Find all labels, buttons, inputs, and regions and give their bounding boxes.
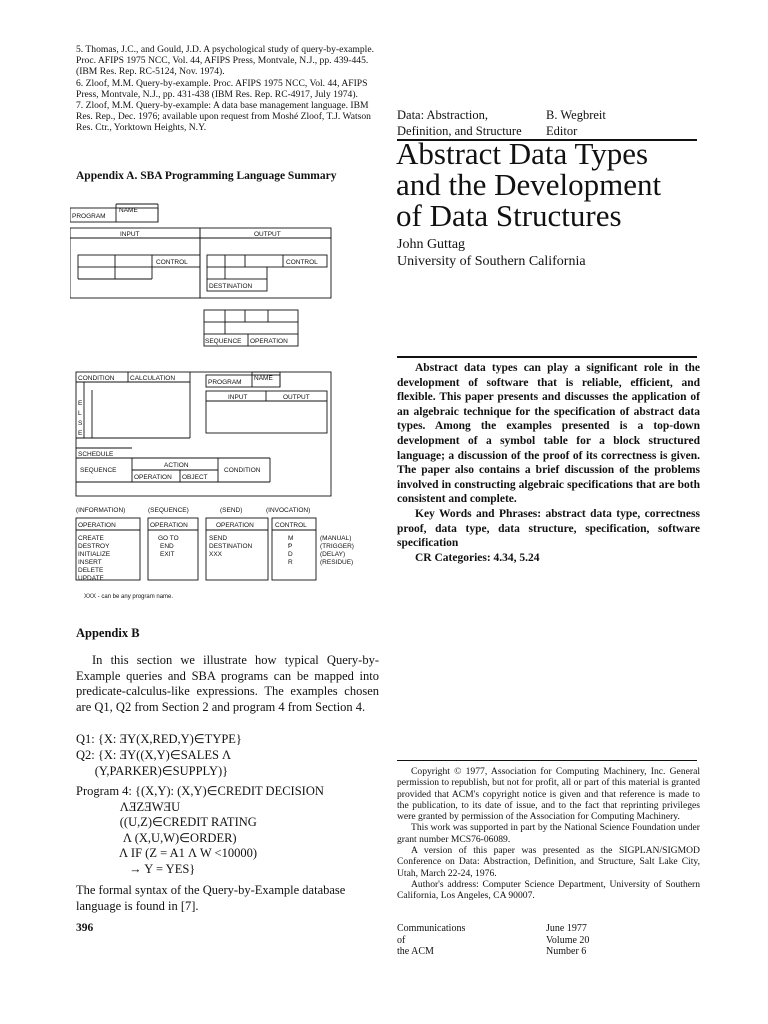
diagram-label: CONDITION [224, 467, 261, 474]
diagram-label: (RESIDUE) [320, 559, 354, 566]
diagram-label: CONTROL [286, 259, 318, 266]
diagram-label: (INVOCATION) [266, 507, 311, 514]
cr-categories: CR Categories: 4.34, 5.24 [415, 551, 540, 564]
diagram-label: L [78, 410, 82, 417]
reference-item: 5. Thomas, J.C., and Gould, J.D. A psychological study of query-by-example. Proc. AFIPS 1975 NCC, Vol. 44, AFIPS Press, Montvale, N.J., pp. 439-445. (IBM Res. Rep. RC-5124, Nov. 1974). [76, 44, 374, 78]
abstract-text: Abstract data types can play a significant role in the development of software that is reliable, efficient, and flexible. This paper presents and discusses the application of an algebraic technique for the specification of abstract data types. Among the examples presented is a top-down development of a symbol table for a block structured language; a discussion of the proof of its correctness is given. The paper also contains a brief discussion of the problems involved in constructing algebraic specifications that are both consistent and complete. [397, 362, 700, 506]
keywords-text: Key Words and Phrases: abstract data type, correctness proof, data type, data structure, specification, software specification [397, 507, 700, 550]
reference-item: 6. Zloof, M.M. Query-by-example. Proc. AFIPS 1975 NCC, Vol. 44, AFIPS Press, Montvale, N.J., pp. 431-438 (IBM Res. Rep. RC-4917, July 1974). [76, 77, 368, 100]
diagram-label: SCHEDULE [78, 451, 114, 458]
diagram-label: OUTPUT [254, 231, 281, 238]
diagram-label: OPERATION [134, 474, 172, 481]
diagram-label: OPERATION [150, 522, 188, 529]
diagram-label: INSERT [78, 559, 102, 566]
diagram-label: (SEQUENCE) [148, 507, 189, 514]
diagram-label: (SEND) [220, 507, 243, 514]
diagram-label: PROGRAM [72, 213, 106, 220]
section-department: Data: Abstraction, Definition, and Structure [397, 108, 522, 138]
diagram-label: CALCULATION [130, 375, 176, 382]
conference-note: A version of this paper was presented as the SIGPLAN/SIGMOD Conference on Data: Abstraction, Definition, and Structure, Salt Lake City, Utah, March 22-24, 1976. [397, 845, 700, 879]
sba-language-diagram [70, 200, 370, 605]
journal-name: Communications of the ACM [397, 923, 466, 957]
diagram-label: SEQUENCE [205, 338, 242, 345]
diagram-label: GO TO [158, 535, 179, 542]
query-q1: Q1: {X: ƎY(X,RED,Y)∈TYPE} [76, 732, 242, 746]
abstract-rule [397, 356, 697, 358]
diagram-label: R [288, 559, 293, 566]
section-editor: B. Wegbreit Editor [546, 108, 606, 138]
diagram-label: M [288, 535, 294, 542]
references-list [76, 44, 378, 134]
article-title: Abstract Data Types and the Development of Data Structures [396, 136, 662, 233]
paragraph-text: In this section we illustrate how typical Query-by-Example queries and SBA programs can be mapped into predicate-calculus-like expressions. The examples chosen are Q1, Q2 from Section 2 and program 4 from Section 4. [76, 653, 379, 714]
diagram-label: Ᵽ [288, 543, 293, 550]
page-number: 396 [76, 922, 94, 934]
copyright-block [397, 766, 700, 902]
diagram-label: OUTPUT [283, 394, 310, 401]
diagram-label: OBJECT [182, 474, 208, 481]
diagram-label: NAME [254, 375, 273, 382]
diagram-label: INPUT [120, 231, 140, 238]
diagram-label: PROGRAM [208, 379, 242, 386]
diagram-label: INPUT [228, 394, 248, 401]
diagram-label: (TRIGGER) [320, 543, 354, 550]
diagram-label: INITIALIZE [78, 551, 111, 558]
diagram-label: OPERATION [78, 522, 116, 529]
diagram-label: SEND [209, 535, 228, 542]
diagram-label: OPERATION [250, 338, 288, 345]
diagram-label: S [78, 420, 83, 427]
diagram-label: OPERATION [216, 522, 254, 529]
diagram-label: (DELAY) [320, 551, 346, 558]
diagram-label: DESTINATION [209, 283, 253, 290]
diagram-label: CREATE [78, 535, 104, 542]
diagram-label: DESTROY [78, 543, 110, 550]
funding-note: This work was supported in part by the National Science Foundation under grant number MCS76-06089. [397, 822, 700, 845]
diagram-label: EXIT [160, 551, 175, 558]
diagram-label: NAME [119, 207, 138, 214]
diagram-label: CONDITION [78, 375, 115, 382]
appendix-b-heading: Appendix B [76, 626, 140, 640]
query-q2: Q2: {X: ƎY((X,Y)∈SALES Λ (Y,PARKER)∈SUPPLY)} [76, 748, 232, 778]
program-4-expression: Program 4: {(X,Y): (X,Y)∈CREDIT DECISION ΛƎZƎWƎU ((U,Z)∈CREDIT RATING Λ (X,U,W)∈ORDER) Λ IF (Z = A1 Λ W <10000) → Y = YES} [76, 784, 324, 876]
diagram-label: (MANUAL) [320, 535, 352, 542]
syntax-sentence: The formal syntax of the Query-by-Example database language is found in [7]. [76, 883, 346, 913]
copyright-text: Copyright © 1977, Association for Computing Machinery, Inc. General permission to republish, but not for profit, all or part of this material is granted provided that ACM's copyright notice is given and that reference is made to the publication, to its date of issue, and to the fact that reprinting privileges were granted by permission of the Association for Computing Machinery. [397, 766, 700, 823]
diagram-label: UPDATE [78, 575, 104, 582]
diagram-label: D [288, 551, 293, 558]
reference-item: 7. Zloof, M.M. Query-by-example: A data base management language. IBM Res. Rep., Dec. 1976; available upon request from Moshé Zloof, T.J. Watson Res. Ctr., Yorktown Heights, N.Y. [76, 100, 371, 134]
diagram-label: SEQUENCE [80, 467, 117, 474]
diagram-label: DESTINATION [209, 543, 253, 550]
diagram-label: END [160, 543, 174, 550]
diagram-label: E [78, 430, 83, 437]
copyright-rule [397, 760, 697, 761]
diagram-label: CONTROL [156, 259, 188, 266]
author-address: Author's address: Computer Science Department, University of Southern California, Los Angeles, CA 90007. [397, 878, 700, 902]
diagram-label: XXX [209, 551, 223, 558]
diagram-label: ACTION [164, 462, 189, 469]
abstract-block [397, 361, 700, 565]
appendix-a-heading: Appendix A. SBA Programming Language Summary [76, 170, 337, 182]
issue-info: June 1977 Volume 20 Number 6 [546, 923, 590, 957]
diagram-note: XXX - can be any program name. [84, 594, 174, 600]
diagram-label: E [78, 400, 83, 407]
appendix-b-paragraph [76, 653, 379, 715]
diagram-label: CONTROL [275, 522, 307, 529]
article-author: John Guttag University of Southern California [397, 237, 586, 269]
diagram-label: (INFORMATION) [76, 507, 126, 514]
diagram-label: DELETE [78, 567, 104, 574]
